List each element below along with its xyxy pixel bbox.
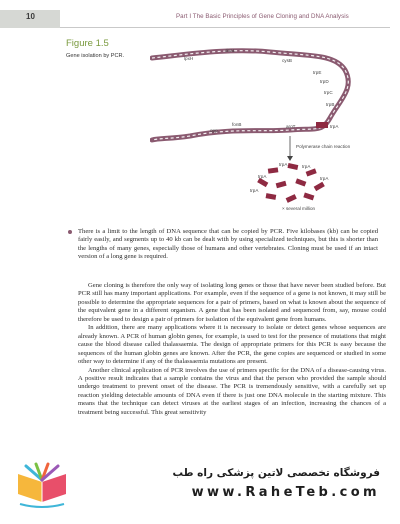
book-logo-icon bbox=[12, 462, 72, 510]
pcr-arrow-label: Polymerase chain reaction bbox=[296, 144, 351, 149]
header-rule bbox=[60, 27, 390, 28]
gene-copies bbox=[257, 163, 325, 203]
gene-label-trpD: trpD bbox=[320, 79, 329, 84]
gene-label-trpA: trpA bbox=[330, 124, 339, 129]
gene-label-opp: opp bbox=[210, 128, 218, 133]
bullet-marker bbox=[68, 230, 72, 234]
gene-label-dnaL: dnaL bbox=[225, 48, 236, 53]
copy-label-3: trpA bbox=[258, 174, 267, 179]
multiplier-label: × several million bbox=[282, 206, 316, 211]
copy-label-2: trpA bbox=[302, 164, 311, 169]
page-header bbox=[0, 0, 400, 30]
pcr-arrow-head bbox=[287, 156, 293, 161]
body-text bbox=[78, 282, 386, 417]
gene-label-fonB: fonB bbox=[232, 122, 242, 127]
gene-label-cysB: cysB bbox=[282, 58, 292, 63]
paragraph-2: In addition, there are many applications where it is necessary to isolate or detect genes whose sequences are already known. A PCR of human globin genes, for example, is used to test for the presence of mutations that might cause the blood disease called thalassaemia. The design of appropriate primers for this PCR is easy because the sequences of the human globin genes are known. After the PCR, the gene copies are sequenced or studied in some other way to determine if any of the thalassaemia mutations are present. bbox=[78, 324, 386, 366]
watermark-url[interactable]: www.RaheTeb.com bbox=[191, 485, 380, 500]
figure-label: Figure 1.5 bbox=[66, 38, 109, 49]
watermark-title: فروشگاه تخصصی لاتین پزشکی راه طب bbox=[172, 467, 380, 479]
figure-caption: Gene isolation by PCR. bbox=[66, 53, 125, 59]
copy-label-4: trpA bbox=[320, 176, 329, 181]
running-head: Part I The Basic Principles of Gene Cloning and DNA Analysis bbox=[176, 13, 349, 20]
page-number: 10 bbox=[26, 12, 35, 21]
copy-label-1: trpA bbox=[279, 162, 288, 167]
paragraph-1: Gene cloning is therefore the only way of isolating long genes or those that have never been studied before. But PCR still has many important applications. For example, even if the sequence of a gene is not known, it may still be possible to determine the appropriate sequences for a pair of primers, based on what is known about the sequence of the equivalent gene in a different organism. A gene that has been isolated and sequenced from, say, mouse could therefore be used to design a pair of primers for isolation of the equivalent gene from humans. bbox=[78, 282, 386, 323]
bullet-text: There is a limit to the length of DNA sequence that can be copied by PCR. Five kilobases (kb) can be copied fairly easily, and segments up to 40 kb can be dealt with by using specialized techniques, but this is shorter than the lengths of many genes, especially those of humans and other vertebrates. Cloning must be used if an intact version of a long gene is required. bbox=[78, 228, 378, 261]
pcr-diagram bbox=[150, 40, 370, 220]
gene-label-lpxH: lpxH bbox=[184, 56, 194, 61]
copy-label-5: trpA bbox=[250, 188, 259, 193]
gene-label-aroT: aroT bbox=[286, 124, 296, 129]
target-gene-segment bbox=[316, 122, 328, 128]
gene-label-trpB: trpB bbox=[326, 102, 335, 107]
gene-label-trpC: trpC bbox=[324, 90, 333, 95]
gene-label-trpE: trpE bbox=[313, 70, 322, 75]
paragraph-3: Another clinical application of PCR involves the use of primers specific for the DNA of a disease-causing virus. A positive result indicates that a sample contains the virus and that the person who provided the sample should undergo treatment to prevent onset of the disease. The PCR is tremendously sensitive, with a carefully set up reaction yielding detectable amounts of DNA even if there is just one DNA molecule in the starting mixture. This means that the technique can detect viruses at the earliest stages of an infection, increasing the chances of a treatment being successful. This great sensitivity bbox=[78, 366, 386, 416]
